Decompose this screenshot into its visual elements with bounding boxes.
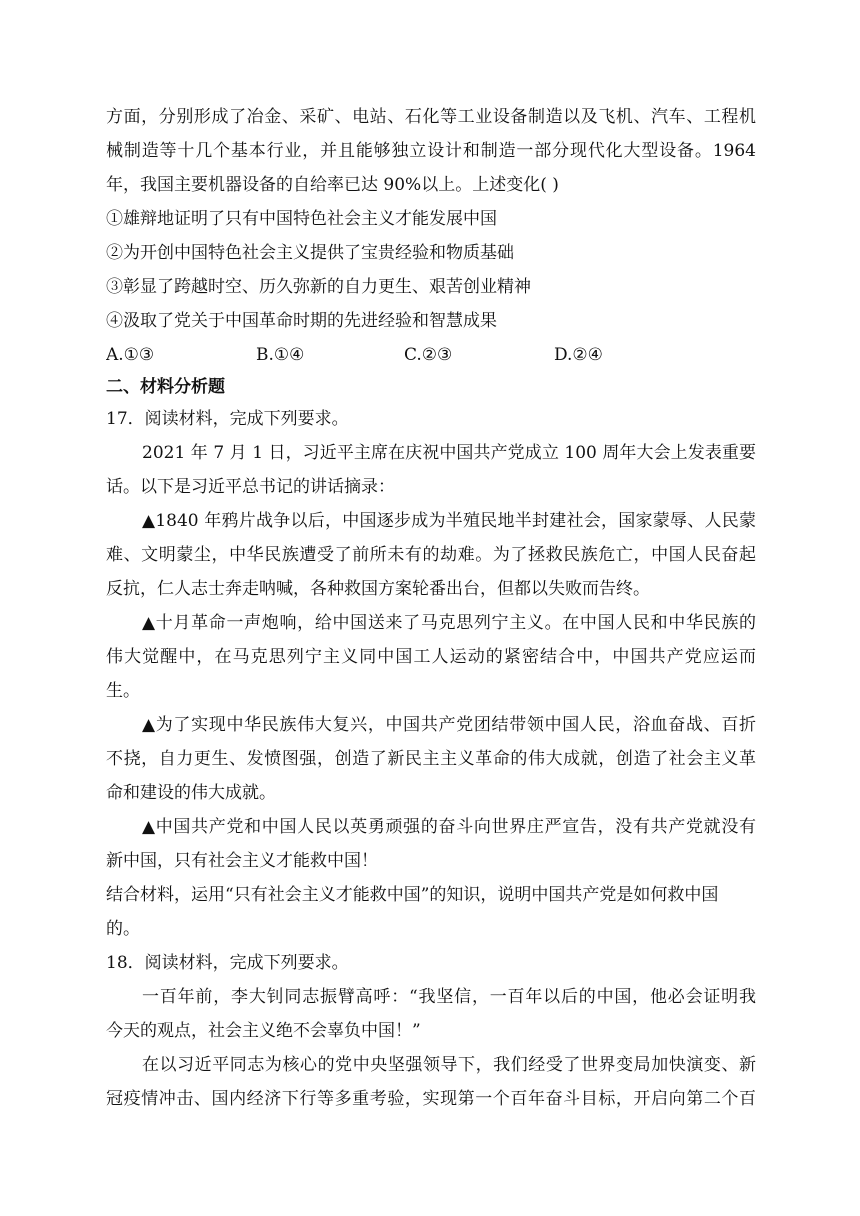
q18-title: 18．阅读材料，完成下列要求。 bbox=[106, 953, 349, 973]
q17-para2-line-3: 生。 bbox=[106, 681, 140, 701]
option-c: C.②③ bbox=[404, 345, 453, 365]
q16-stem bbox=[106, 100, 756, 202]
option-a: A.①③ bbox=[106, 345, 155, 365]
q17-intro-line-1: 2021 年 7 月 1 日，习近平主席在庆祝中国共产党成立 100 周年大会上发表重要 bbox=[142, 443, 756, 463]
q16-statement-4: ④汲取了党关于中国革命时期的先进经验和智慧成果 bbox=[106, 311, 497, 331]
q16-statement-3: ③彰显了跨越时空、历久弥新的自力更生、艰苦创业精神 bbox=[106, 277, 531, 297]
q16-statements bbox=[106, 202, 756, 338]
option-b: B.①④ bbox=[256, 345, 305, 365]
q17-para3-line-3: 命和建设的伟大成就。 bbox=[106, 783, 276, 803]
q17-para1-line-2: 难、文明蒙尘，中华民族遭受了前所未有的劫难。为了拯救民族危亡，中国人民奋起 bbox=[106, 545, 756, 565]
q17-para2-line-2: 伟大觉醒中，在马克思列宁主义同中国工人运动的紧密结合中，中国共产党应运而 bbox=[106, 647, 756, 667]
q16-options bbox=[106, 338, 756, 372]
q17-para1-line-3: 反抗，仁人志士奔走呐喊，各种救国方案轮番出台，但都以失败而告终。 bbox=[106, 579, 650, 599]
q17-question-line-1: 结合材料，运用“只有社会主义才能救中国”的知识，说明中国共产党是如何救中国 bbox=[106, 885, 719, 905]
q16-line-1: 方面，分别形成了冶金、采矿、电站、石化等工业设备制造以及飞机、汽车、工程机 bbox=[106, 107, 756, 127]
document-page bbox=[106, 100, 756, 1116]
q16-line-3: 年，我国主要机器设备的自给率已达 90%以上。上述变化( ) bbox=[106, 175, 559, 195]
q17-para3-line-2: 不挠，自力更生、发愤图强，创造了新民主主义革命的伟大成就，创造了社会主义革 bbox=[106, 749, 756, 769]
q17-para4-line-1: ▲中国共产党和中国人民以英勇顽强的奋斗向世界庄严宣告，没有共产党就没有 bbox=[142, 817, 756, 837]
section-title: 二、材料分析题 bbox=[106, 377, 225, 397]
q18-para1-line-2: 今天的观点，社会主义绝不会辜负中国！” bbox=[106, 1021, 421, 1041]
q17-para2-line-1: ▲十月革命一声炮响，给中国送来了马克思列宁主义。在中国人民和中华民族的 bbox=[142, 613, 756, 633]
q16-line-2: 械制造等十几个基本行业，并且能够独立设计和制造一部分现代化大型设备。1964 bbox=[106, 141, 756, 161]
q18-para2-line-2: 冠疫情冲击、国内经济下行等多重考验，实现第一个百年奋斗目标，开启向第二个百 bbox=[106, 1089, 756, 1109]
q17 bbox=[106, 402, 756, 946]
q17-para1-line-1: ▲1840 年鸦片战争以后，中国逐步成为半殖民地半封建社会，国家蒙辱、人民蒙 bbox=[142, 511, 756, 531]
q17-title: 17．阅读材料，完成下列要求。 bbox=[106, 409, 349, 429]
option-d: D.②④ bbox=[554, 345, 603, 365]
q17-para3-line-1: ▲为了实现中华民族伟大复兴，中国共产党团结带领中国人民，浴血奋战、百折 bbox=[142, 715, 756, 735]
q18-para2-line-1: 在以习近平同志为核心的党中央坚强领导下，我们经受了世界变局加快演变、新 bbox=[142, 1055, 756, 1075]
q18 bbox=[106, 946, 756, 1116]
q16-statement-2: ②为开创中国特色社会主义提供了宝贵经验和物质基础 bbox=[106, 243, 514, 263]
q17-para4-line-2: 新中国，只有社会主义才能救中国！ bbox=[106, 851, 378, 871]
q17-intro-line-2: 话。以下是习近平总书记的讲话摘录： bbox=[106, 477, 395, 497]
q16-statement-1: ①雄辩地证明了只有中国特色社会主义才能发展中国 bbox=[106, 209, 497, 229]
q17-question-line-2: 的。 bbox=[106, 919, 140, 939]
q18-para1-line-1: 一百年前，李大钊同志振臂高呼：“我坚信，一百年以后的中国，他必会证明我 bbox=[142, 987, 756, 1007]
